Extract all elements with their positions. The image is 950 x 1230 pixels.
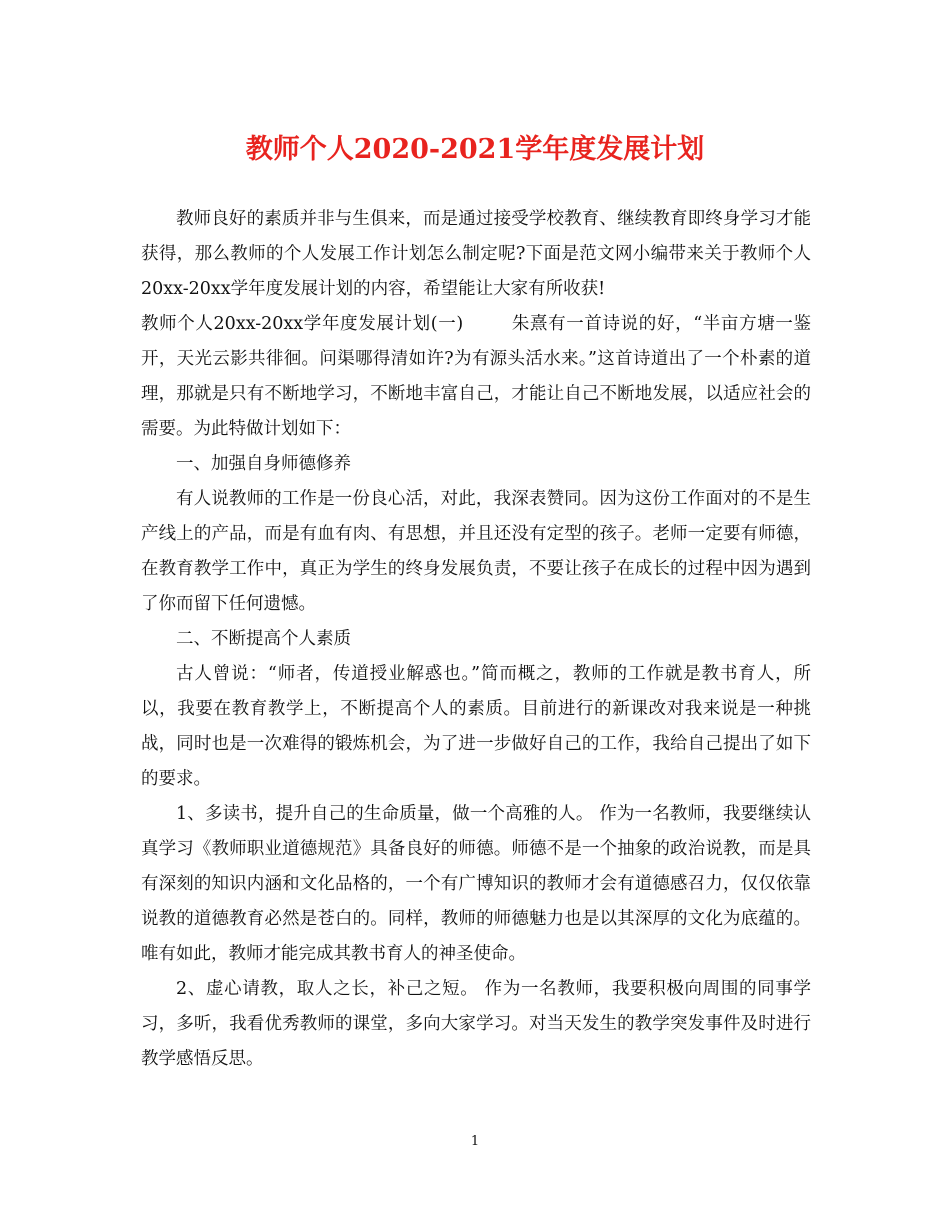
- poem-paragraph: 朱熹有一首诗说的好，“半亩方塘一鉴开，天光云影共徘徊。问渠哪得清如许?为有源头活水来。”这首诗道出了一个朴素的道理，那就是只有不断地学习，不断地丰富自己，才能让自己不断地发展，以适应社会的需要。为此特做计划如下：: [141, 314, 811, 439]
- document-title: 教师个人2020-2021学年度发展计划: [245, 134, 705, 165]
- section-paragraph-2: 古人曾说：“师者，传道授业解惑也。”简而概之，教师的工作就是教书育人，所以，我要在教育教学上，不断提高个人的素质。目前进行的新课改对我来说是一种挑战，同时也是一次难得的锻炼机会，为了进一步做好自己的工作，我给自己提出了如下的要求。: [141, 664, 811, 789]
- list-item-2: 2、虚心请教，取人之长，补己之短。 作为一名教师，我要积极向周围的同事学习，多听，我看优秀教师的课堂，多向大家学习。对当天发生的教学突发事件及时进行教学感悟反思。: [141, 979, 811, 1069]
- section-heading-2: 二、不断提高个人素质: [176, 629, 351, 649]
- plan-one-paragraph: [141, 307, 811, 447]
- page-number: 1: [470, 1134, 480, 1149]
- list-item-1: 1、多读书，提升自己的生命质量，做一个高雅的人。 作为一名教师，我要继续认真学习《教师职业道德规范》具备良好的师德。师德不是一个抽象的政治说教，而是具有深刻的知识内涵和文化品格的，一个有广博知识的教师才会有道德感召力，仅仅依靠说教的道德教育必然是苍白的。同样，教师的师德魅力也是以其深厚的文化为底蕴的。唯有如此，教师才能完成其教书育人的神圣使命。: [141, 804, 811, 964]
- intro-paragraph: 教师良好的素质并非与生俱来，而是通过接受学校教育、继续教育即终身学习才能获得，那么教师的个人发展工作计划怎么制定呢?下面是范文网小编带来关于教师个人20xx-20xx学年度发展计划的内容，希望能让大家有所收获!: [141, 209, 811, 299]
- document-body: [141, 202, 811, 1077]
- section-paragraph-1: 有人说教师的工作是一份良心活，对此，我深表赞同。因为这份工作面对的不是生产线上的产品，而是有血有肉、有思想，并且还没有定型的孩子。老师一定要有师德，在教育教学工作中，真正为学生的终身发展负责，不要让孩子在成长的过程中因为遇到了你而留下任何遗憾。: [141, 489, 811, 614]
- plan-one-heading: 教师个人20xx-20xx学年度发展计划(一): [141, 314, 464, 334]
- section-heading-1: 一、加强自身师德修养: [176, 454, 351, 474]
